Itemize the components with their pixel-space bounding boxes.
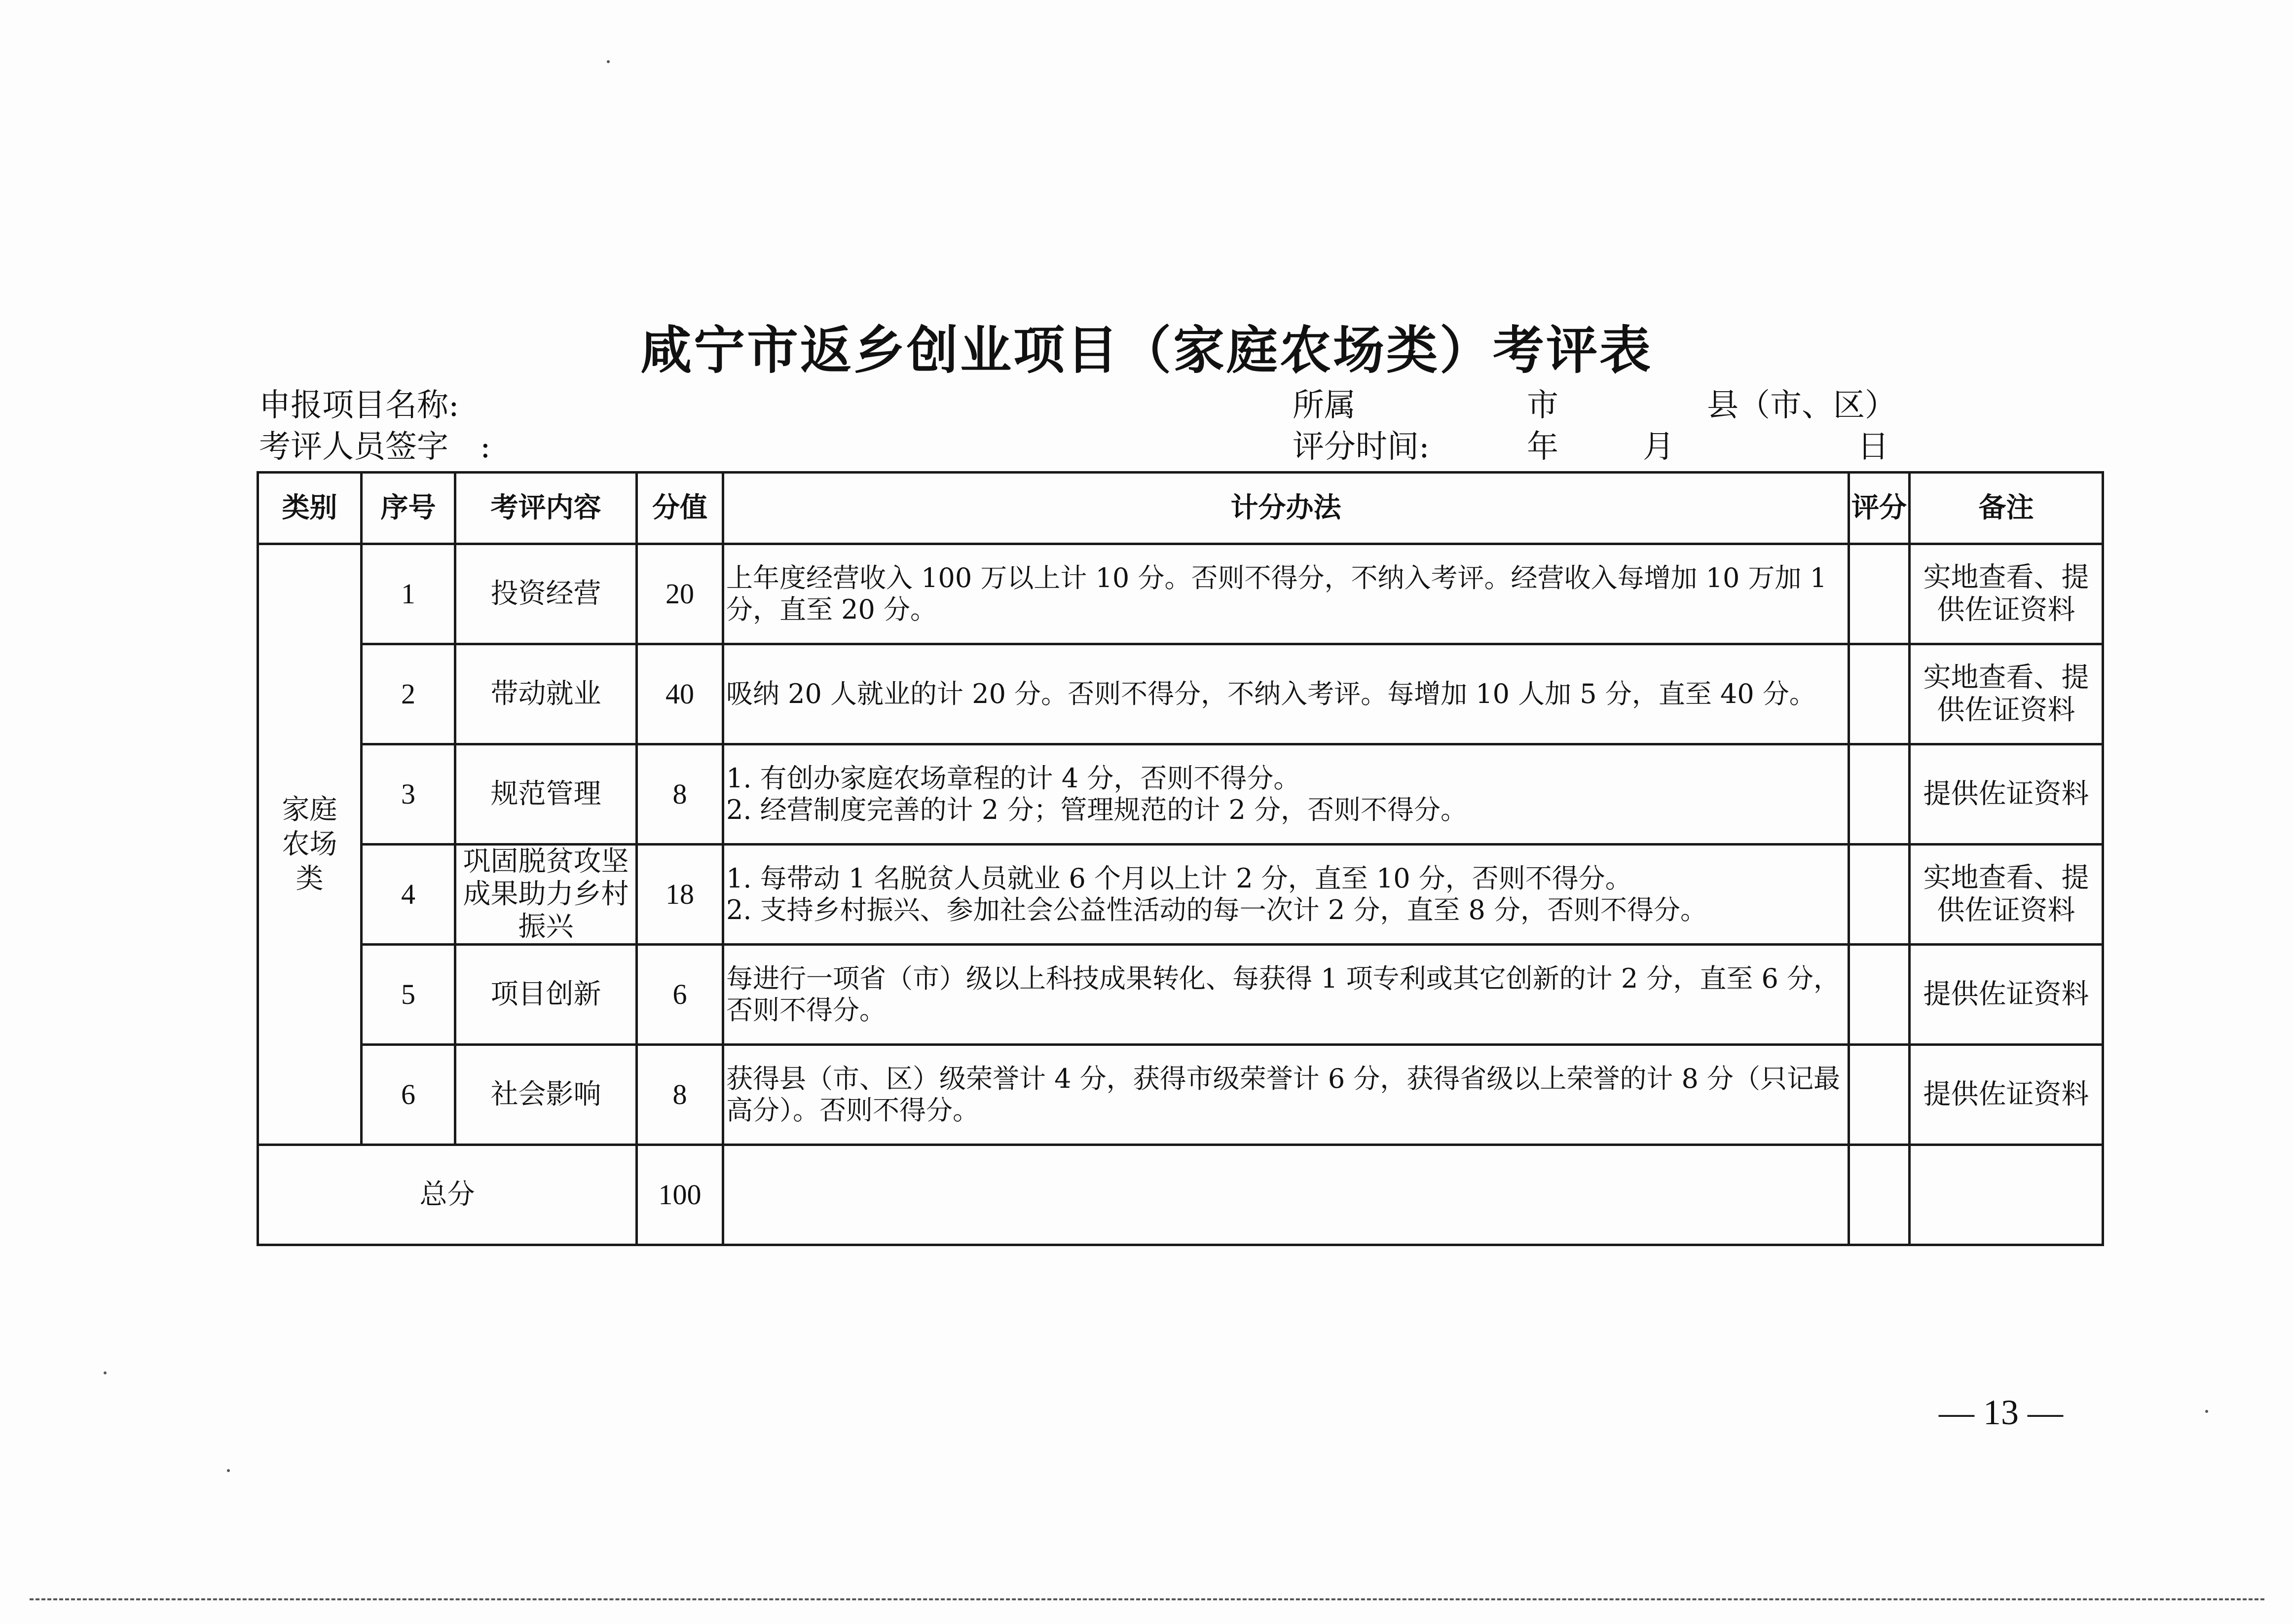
row-method: 每进行一项省（市）级以上科技成果转化、每获得 1 项专利或其它创新的计 2 分，直至 6 分，否则不得分。 (723, 945, 1849, 1045)
row-content: 投资经营 (455, 544, 637, 644)
row-score-input[interactable] (1849, 544, 1910, 644)
row-method: 吸纳 20 人就业的计 20 分。否则不得分，不纳入考评。每增加 10 人加 5 分，直至 40 分。 (723, 644, 1849, 744)
method-line: 2. 经营制度完善的计 2 分；管理规范的计 2 分，否则不得分。 (726, 794, 1468, 825)
scan-speck (104, 1371, 107, 1374)
row-index: 1 (362, 544, 455, 644)
row-method: 上年度经营收入 100 万以上计 10 分。否则不得分，不纳入考评。经营收入每增加 10 万加 1 分，直至 20 分。 (723, 544, 1849, 644)
row-content: 巩固脱贫攻坚成果助力乡村振兴 (455, 845, 637, 945)
table-row (258, 644, 2103, 744)
scan-bottom-edge (30, 1598, 2264, 1600)
row-method: 获得县（市、区）级荣誉计 4 分，获得市级荣誉计 6 分，获得省级以上荣誉的计 8 分（只记最高分）。否则不得分。 (723, 1045, 1849, 1145)
table-row (258, 845, 2103, 945)
row-method (723, 744, 1849, 845)
row-remark: 提供佐证资料 (1910, 945, 2103, 1045)
row-remark: 实地查看、提供佐证资料 (1910, 644, 2103, 744)
row-remark: 实地查看、提供佐证资料 (1910, 544, 2103, 644)
row-remark: 实地查看、提供佐证资料 (1910, 845, 2103, 945)
row-index: 5 (362, 945, 455, 1045)
county-label: 县（市、区） (1707, 387, 1896, 424)
row-remark: 提供佐证资料 (1910, 744, 2103, 845)
total-remark-cell (1910, 1145, 2103, 1245)
table-row (258, 544, 2103, 644)
header-index: 序号 (362, 473, 455, 544)
category-cell: 家庭农场类 (258, 544, 362, 1145)
row-content: 项目创新 (455, 945, 637, 1045)
row-points: 20 (637, 544, 723, 644)
row-points: 8 (637, 744, 723, 845)
row-content: 社会影响 (455, 1045, 637, 1145)
page-number: — 13 — (1939, 1393, 2063, 1432)
row-index: 2 (362, 644, 455, 744)
total-points: 100 (637, 1145, 723, 1245)
method-line: 2. 支持乡村振兴、参加社会公益性活动的每一次计 2 分，直至 8 分，否则不得分。 (726, 894, 1707, 925)
row-method (723, 845, 1849, 945)
header-remark: 备注 (1910, 473, 2103, 544)
total-label: 总分 (258, 1145, 637, 1245)
row-score-input[interactable] (1849, 1045, 1910, 1145)
row-points: 18 (637, 845, 723, 945)
row-score-input[interactable] (1849, 744, 1910, 845)
row-index: 3 (362, 744, 455, 845)
scan-speck (227, 1469, 230, 1472)
row-points: 6 (637, 945, 723, 1045)
table-row (258, 945, 2103, 1045)
scan-speck (607, 60, 610, 63)
method-line: 1. 有创办家庭农场章程的计 4 分，否则不得分。 (726, 763, 1300, 794)
row-points: 8 (637, 1045, 723, 1145)
table-row (258, 744, 2103, 845)
year-label: 年 (1527, 429, 1558, 465)
row-points: 40 (637, 644, 723, 744)
row-index: 4 (362, 845, 455, 945)
header-content: 考评内容 (455, 473, 637, 544)
total-method-cell (723, 1145, 1849, 1245)
row-score-input[interactable] (1849, 945, 1910, 1045)
project-name-label: 申报项目名称: (259, 387, 459, 424)
table-row (258, 1045, 2103, 1145)
row-content: 带动就业 (455, 644, 637, 744)
document-title: 咸宁市返乡创业项目（家庭农场类）考评表 (640, 320, 1653, 380)
method-line: 1. 每带动 1 名脱贫人员就业 6 个月以上计 2 分，直至 10 分，否则不得分。 (726, 863, 1632, 894)
row-score-input[interactable] (1849, 845, 1910, 945)
header-score: 评分 (1849, 473, 1910, 544)
scan-speck (2205, 1410, 2208, 1413)
evaluation-table (257, 471, 2104, 1246)
table-header-row (258, 473, 2103, 544)
time-label: 评分时间: (1293, 429, 1430, 465)
reviewer-signature-label: 考评人员签字 : (259, 429, 491, 465)
header-category: 类别 (258, 473, 362, 544)
row-score-input[interactable] (1849, 644, 1910, 744)
belong-label: 所属 (1293, 387, 1356, 424)
row-index: 6 (362, 1045, 455, 1145)
total-row (258, 1145, 2103, 1245)
city-label: 市 (1527, 387, 1558, 424)
row-remark: 提供佐证资料 (1910, 1045, 2103, 1145)
total-score-input[interactable] (1849, 1145, 1910, 1245)
header-points: 分值 (637, 473, 723, 544)
day-label: 日 (1857, 429, 1889, 465)
month-label: 月 (1643, 429, 1674, 465)
header-method: 计分办法 (723, 473, 1849, 544)
row-content: 规范管理 (455, 744, 637, 845)
